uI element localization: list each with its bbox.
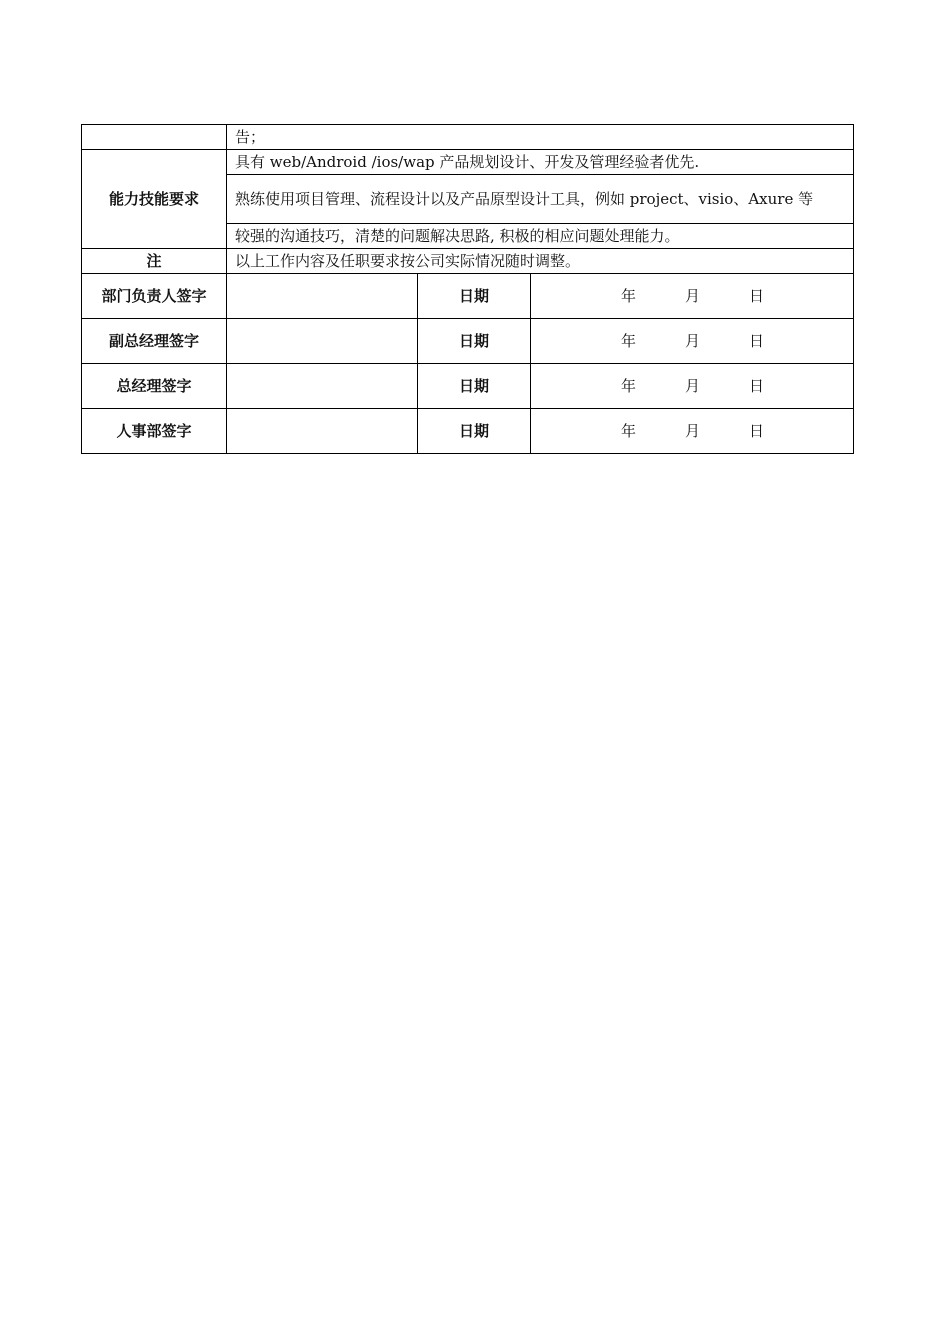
date-field[interactable] — [531, 319, 854, 364]
signature-row-hr — [82, 409, 854, 454]
date-year-label: 年 — [621, 332, 637, 350]
signature-row-gm — [82, 364, 854, 409]
signature-field[interactable] — [227, 409, 418, 454]
date-year-label: 年 — [621, 287, 637, 305]
signature-row-deputy-gm — [82, 319, 854, 364]
date-label: 日期 — [418, 364, 531, 409]
skills-item-1: 具有 web/Android /ios/wap 产品规划设计、开发及管理经验者优先. — [227, 150, 854, 175]
continued-row — [82, 125, 854, 150]
signature-label: 副总经理签字 — [82, 319, 227, 364]
date-month-label: 月 — [685, 287, 701, 305]
note-row — [82, 249, 854, 274]
skills-row-1 — [82, 150, 854, 175]
date-year-label: 年 — [621, 377, 637, 395]
skills-item-3: 较强的沟通技巧，清楚的问题解决思路, 积极的相应问题处理能力。 — [227, 224, 854, 249]
signature-field[interactable] — [227, 319, 418, 364]
date-day-label: 日 — [749, 377, 765, 395]
date-month-label: 月 — [685, 377, 701, 395]
date-month-label: 月 — [685, 422, 701, 440]
skills-label: 能力技能要求 — [82, 150, 227, 249]
date-field[interactable] — [531, 364, 854, 409]
date-label: 日期 — [418, 409, 531, 454]
date-month-label: 月 — [685, 332, 701, 350]
date-day-label: 日 — [749, 287, 765, 305]
date-label: 日期 — [418, 274, 531, 319]
date-field[interactable] — [531, 274, 854, 319]
date-field[interactable] — [531, 409, 854, 454]
signature-field[interactable] — [227, 364, 418, 409]
note-label: 注 — [82, 249, 227, 274]
job-requirements-table — [81, 124, 854, 454]
continued-text: 告； — [227, 125, 854, 150]
signature-label: 部门负责人签字 — [82, 274, 227, 319]
date-day-label: 日 — [749, 332, 765, 350]
signature-label: 总经理签字 — [82, 364, 227, 409]
note-text: 以上工作内容及任职要求按公司实际情况随时调整。 — [227, 249, 854, 274]
date-label: 日期 — [418, 319, 531, 364]
signature-label: 人事部签字 — [82, 409, 227, 454]
continued-label-cell — [82, 125, 227, 150]
signature-field[interactable] — [227, 274, 418, 319]
date-year-label: 年 — [621, 422, 637, 440]
signature-row-dept-head — [82, 274, 854, 319]
date-day-label: 日 — [749, 422, 765, 440]
skills-item-2: 熟练使用项目管理、流程设计以及产品原型设计工具，例如 project、visio、Axure 等 — [227, 175, 854, 224]
